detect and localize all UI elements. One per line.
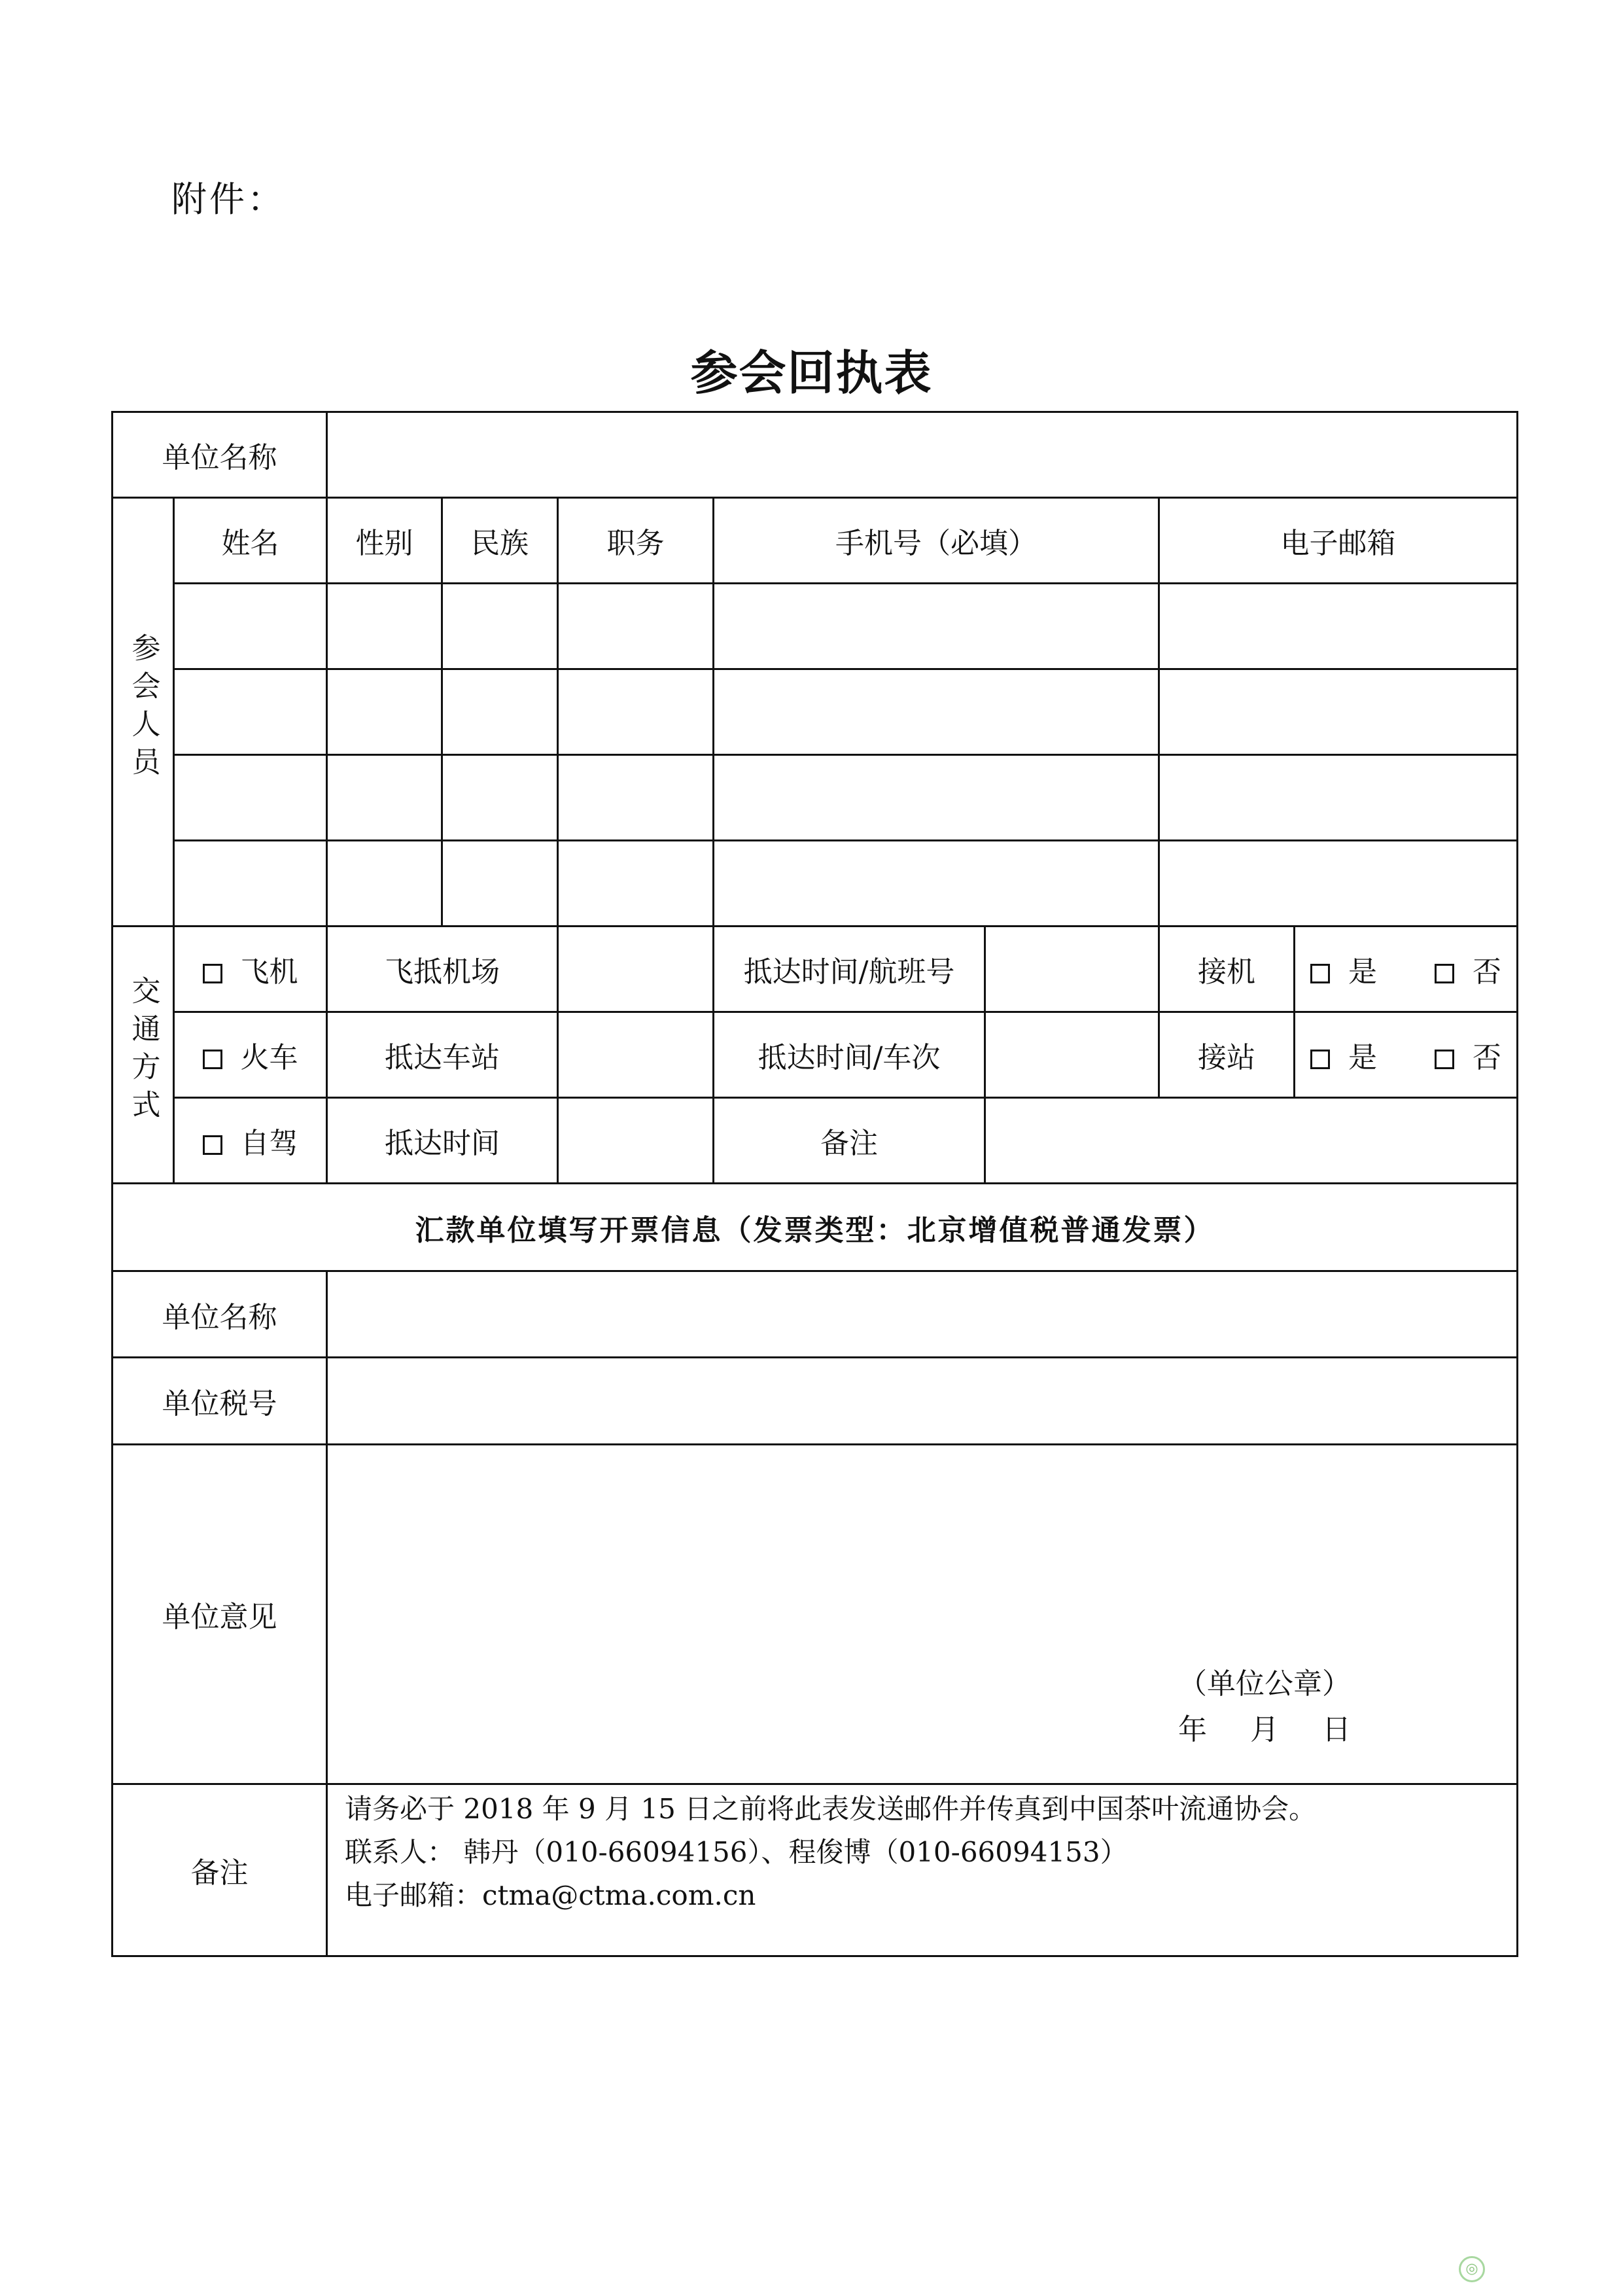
- header-email: 电子邮箱: [1159, 498, 1518, 584]
- date-month-label: 月: [1250, 1713, 1279, 1746]
- header-position: 职务: [558, 498, 714, 584]
- train-pickup-label: 接站: [1159, 1012, 1295, 1098]
- drive-arrival-label: 抵达时间: [327, 1098, 558, 1184]
- unit-name-input[interactable]: [327, 412, 1518, 498]
- participant-name-cell[interactable]: [174, 584, 327, 669]
- plane-pickup-label: 接机: [1159, 927, 1295, 1012]
- registration-form-table: [111, 411, 1518, 1957]
- drive-option-label: 自驾: [240, 1127, 298, 1160]
- train-station-label: 抵达车站: [327, 1012, 558, 1098]
- transport-side-text: 交通方式: [126, 975, 160, 1127]
- plane-pickup-no-label: 否: [1473, 955, 1502, 989]
- header-name: 姓名: [174, 498, 327, 584]
- plane-option-label: 飞机: [240, 955, 298, 989]
- participant-name-cell[interactable]: [174, 755, 327, 841]
- participant-mobile-cell[interactable]: [714, 755, 1159, 841]
- attachment-label: 附件：: [171, 179, 285, 220]
- opinion-row: [113, 1445, 1518, 1784]
- drive-option[interactable]: [174, 1098, 327, 1184]
- participant-gender-cell[interactable]: [327, 755, 442, 841]
- corner-mark-icon: ◎: [1459, 2256, 1485, 2282]
- invoice-tax-id-label: 单位税号: [113, 1358, 327, 1445]
- participant-row: [113, 755, 1518, 841]
- participant-mobile-cell[interactable]: [714, 841, 1159, 927]
- train-option-label: 火车: [240, 1041, 298, 1074]
- participant-row: [113, 841, 1518, 927]
- participants-side-label: [113, 498, 174, 927]
- notes-label: 备注: [113, 1784, 327, 1956]
- unit-name-row: [113, 412, 1518, 498]
- plane-pickup-options: [1295, 927, 1518, 1012]
- plane-arrival-input[interactable]: [985, 927, 1159, 1012]
- notes-content: [327, 1784, 1518, 1956]
- participant-email-cell[interactable]: [1159, 755, 1518, 841]
- seal-block: [1178, 1661, 1351, 1753]
- participant-email-cell[interactable]: [1159, 841, 1518, 927]
- plane-option[interactable]: [174, 927, 327, 1012]
- notes-row: [113, 1784, 1518, 1956]
- train-checkbox[interactable]: [203, 1050, 222, 1069]
- train-option[interactable]: [174, 1012, 327, 1098]
- drive-arrival-input[interactable]: [558, 1098, 714, 1184]
- notes-deadline: 请务必于 2018 年 9 月 15 日之前将此表发送邮件并传真到中国茶叶流通协会。: [345, 1793, 1317, 1825]
- participant-name-cell[interactable]: [174, 841, 327, 927]
- invoice-unit-name-row: [113, 1271, 1518, 1358]
- participant-row: [113, 584, 1518, 669]
- participants-side-text: 参会人员: [126, 632, 160, 785]
- invoice-heading-row: [113, 1184, 1518, 1271]
- form-title: 参会回执表: [690, 345, 933, 400]
- participant-mobile-cell[interactable]: [714, 584, 1159, 669]
- participant-ethnicity-cell[interactable]: [442, 584, 558, 669]
- transport-side-label: [113, 927, 174, 1184]
- participant-ethnicity-cell[interactable]: [442, 755, 558, 841]
- date-day-label: 日: [1322, 1713, 1351, 1746]
- participant-ethnicity-cell[interactable]: [442, 841, 558, 927]
- train-arrival-input[interactable]: [985, 1012, 1159, 1098]
- train-pickup-options: [1295, 1012, 1518, 1098]
- notes-contacts: 联系人： 韩丹（010-66094156）、程俊博（010-66094153）: [345, 1836, 1128, 1868]
- participant-position-cell[interactable]: [558, 841, 714, 927]
- participant-gender-cell[interactable]: [327, 841, 442, 927]
- drive-remarks-input[interactable]: [985, 1098, 1518, 1184]
- invoice-tax-id-row: [113, 1358, 1518, 1445]
- participant-position-cell[interactable]: [558, 669, 714, 755]
- plane-pickup-no-checkbox[interactable]: [1435, 964, 1454, 983]
- train-arrival-label: 抵达时间/车次: [714, 1012, 985, 1098]
- participant-position-cell[interactable]: [558, 584, 714, 669]
- participant-position-cell[interactable]: [558, 755, 714, 841]
- invoice-unit-name-label: 单位名称: [113, 1271, 327, 1358]
- transport-plane-row: [113, 927, 1518, 1012]
- invoice-unit-name-input[interactable]: [327, 1271, 1518, 1358]
- notes-email: 电子邮箱：ctma@ctma.com.cn: [345, 1879, 756, 1911]
- opinion-input[interactable]: [327, 1445, 1518, 1784]
- header-mobile: 手机号（必填）: [714, 498, 1159, 584]
- plane-arrival-label: 抵达时间/航班号: [714, 927, 985, 1012]
- participant-email-cell[interactable]: [1159, 584, 1518, 669]
- plane-airport-input[interactable]: [558, 927, 714, 1012]
- participant-row: [113, 669, 1518, 755]
- train-pickup-yes-checkbox[interactable]: [1310, 1050, 1330, 1069]
- train-station-input[interactable]: [558, 1012, 714, 1098]
- header-ethnicity: 民族: [442, 498, 558, 584]
- header-gender: 性别: [327, 498, 442, 584]
- date-year-label: 年: [1178, 1713, 1207, 1746]
- train-pickup-no-label: 否: [1473, 1041, 1502, 1074]
- plane-pickup-yes-label: 是: [1348, 955, 1378, 989]
- unit-name-label: 单位名称: [113, 412, 327, 498]
- invoice-tax-id-input[interactable]: [327, 1358, 1518, 1445]
- participants-header-row: [113, 498, 1518, 584]
- seal-text: （单位公章）: [1178, 1667, 1351, 1701]
- transport-drive-row: [113, 1098, 1518, 1184]
- plane-airport-label: 飞抵机场: [327, 927, 558, 1012]
- train-pickup-yes-label: 是: [1348, 1041, 1378, 1074]
- participant-email-cell[interactable]: [1159, 669, 1518, 755]
- participant-mobile-cell[interactable]: [714, 669, 1159, 755]
- date-line: [1178, 1707, 1351, 1753]
- plane-checkbox[interactable]: [203, 964, 222, 983]
- participant-name-cell[interactable]: [174, 669, 327, 755]
- drive-remarks-label: 备注: [714, 1098, 985, 1184]
- opinion-label: 单位意见: [113, 1445, 327, 1784]
- invoice-heading: 汇款单位填写开票信息（发票类型：北京增值税普通发票）: [113, 1184, 1518, 1271]
- drive-checkbox[interactable]: [203, 1135, 222, 1155]
- train-pickup-no-checkbox[interactable]: [1435, 1050, 1454, 1069]
- participant-ethnicity-cell[interactable]: [442, 669, 558, 755]
- participant-gender-cell[interactable]: [327, 669, 442, 755]
- plane-pickup-yes-checkbox[interactable]: [1310, 964, 1330, 983]
- participant-gender-cell[interactable]: [327, 584, 442, 669]
- transport-train-row: [113, 1012, 1518, 1098]
